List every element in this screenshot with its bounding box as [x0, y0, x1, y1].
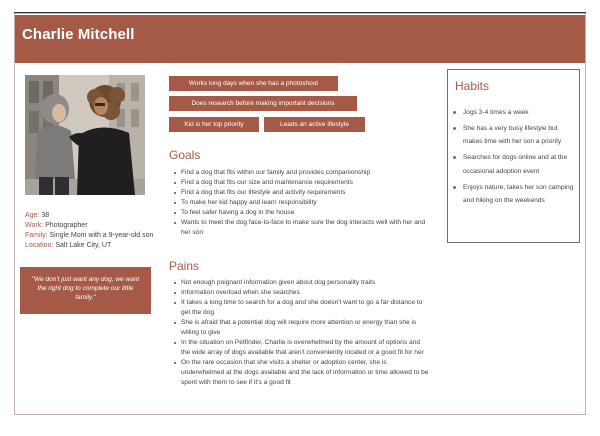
list-item: Information overload when she searches	[174, 288, 429, 298]
tag-kid-priority: Kid is her top priority	[169, 117, 259, 132]
list-item: Wants to meet the dog face-to-face to make sure the dog interacts well with her and her son	[174, 218, 434, 238]
goals-list	[174, 168, 434, 238]
tag-research: Does research before making important decisions	[169, 96, 357, 111]
habits-list	[453, 106, 577, 210]
list-item: In the situation on Petfinder, Charlie is overwhelmed by the amount of options and the wide array of dogs available that aren't conveniently located or a good fit for her	[174, 338, 429, 358]
list-item: Enjoys nature, takes her son camping and hiking on the weekends	[453, 181, 577, 208]
habits-title: Habits	[455, 79, 490, 93]
persona-bio	[25, 211, 155, 251]
list-item: Not enough poignant information given about dog personality traits	[174, 278, 429, 288]
bio-family: Family: Single Mom with a 9-year-old son	[25, 232, 154, 239]
list-item: Find a dog that fits within our family and provides companionship	[174, 168, 434, 178]
bio-work: Work: Photographer	[25, 222, 88, 229]
list-item: She has a very busy lifestyle but makes time with her son a priority	[453, 122, 577, 149]
list-item: To feel safer having a dog in the house	[174, 208, 434, 218]
list-item: To make her kid happy and learn responsibility	[174, 198, 434, 208]
persona-quote: "We don't just want any dog, we want the right dog to complete our little family."	[20, 267, 151, 314]
goals-title: Goals	[169, 148, 201, 162]
bio-age: Age: 38	[25, 212, 50, 219]
persona-photo	[25, 75, 145, 195]
pains-list	[174, 278, 429, 388]
list-item: Find a dog that fits our size and maintenance requirements	[174, 178, 434, 188]
list-item: It takes a long time to search for a dog and she doesn't want to go a far distance to get the dog	[174, 298, 429, 318]
persona-photo-illustration	[25, 75, 145, 195]
persona-header	[15, 15, 585, 63]
list-item: She is afraid that a potential dog will require more attention or energy than she is willing to give	[174, 318, 429, 338]
list-item: Jogs 3-4 times a week	[453, 106, 577, 120]
list-item: Find a dog that fits our lifestyle and activity requirements	[174, 188, 434, 198]
list-item: Searches for dogs online and at the occasional adoption event	[453, 151, 577, 178]
pains-title: Pains	[169, 259, 200, 273]
tag-long-days: Works long days when she has a photoshoot	[169, 76, 338, 91]
persona-card	[14, 13, 586, 415]
habits-box	[447, 69, 580, 243]
bio-location: Location: Salt Lake City, UT	[25, 242, 112, 249]
list-item: On the rare occasion that she visits a shelter or adoption center, she is underwhelmed at the dogs available and the lack of information or time allowed to be spent with them to see if it's a good fit	[174, 358, 429, 388]
tag-active-lifestyle: Leads an active lifestyle	[264, 117, 365, 132]
persona-name: Charlie Mitchell	[22, 26, 135, 43]
